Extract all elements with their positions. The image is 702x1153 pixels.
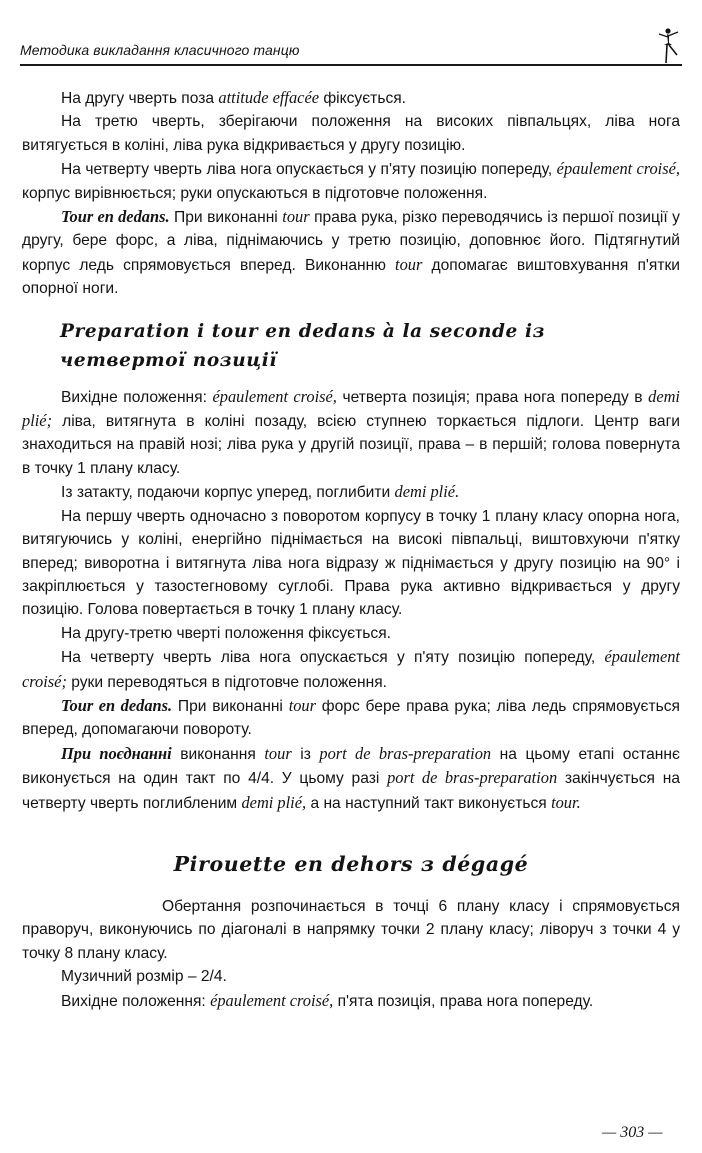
ballerina-icon [652,26,682,64]
paragraph: На другу-третю чверті положення фіксується. [61,624,391,642]
header-title: Методика викладання класичного танцю [20,42,300,58]
page-number: — 303 — [602,1124,663,1141]
paragraph: При поєднанні виконання tour із port de bras-preparation на цьому етапі останнє виконується на один такт по 4/4. У цьому разі port de bras-preparation закінчується на четверту чверть поглибленим demi plié, а на наступний такт виконується tour. [22,743,680,812]
paragraph: Tour en dedans. При виконанні tour права рука, різко переводячись із першої позиції у другу, бере форс, а ліва, піднімаючись у третю позицію, доповнює його. Підтягнутий корпус ледь спрямовується вперед. Виконанню tour допомагає виштовхування п'ятки опорної ноги. [22,207,680,298]
paragraph: На першу чверть одночасно з поворотом корпусу в точку 1 плану класу опорна нога, витягуючись у коліні, енергійно піднімається на високі півпальці, виштовхуючи п'ятку вперед; виворотна і витягнута ліва нога відразу ж піднімається у другу позицію на 90° і закріплюється у тазостегновому суглобі. Права рука активно відкривається у другу позицію. Голова повертається в точку 1 плану класу. [22,507,680,619]
paragraph: Музичний розмір – 2/4. [61,968,227,986]
paragraph: Вихідне положення: épaulement croisé, четверта позиція; права нога попереду в demi plié; ліва, витягнута в коліні позаду, всією ступнею торкається підлоги. Центр ваги знаходиться на правій нозі; ліва рука у другій позиції, права – в першій; голова повернута в точку 1 плану класу. [22,386,680,477]
paragraph: Із затакту, подаючи корпус уперед, поглибити demi plié. [61,482,460,502]
paragraph: На третю чверть, зберігаючи положення на високих півпальцях, ліва нога витягується в коліні, ліва рука відкривається у другу позицію. [22,113,680,154]
paragraph: Вихідне положення: épaulement croisé, п'ята позиція, права нога попереду. [61,990,594,1010]
paragraph: На четверту чверть ліва нога опускається у п'яту позицію попереду, épaulement croisé; руки переводяться в підготовче положення. [22,647,680,691]
section-heading: Pirouette en dehors з dégagé [173,851,529,876]
section-heading-line: Preparation і tour en dedans à la seconde із [60,320,545,342]
paragraph: Обертання розпочинається в точці 6 плану класу і спрямовується праворуч, виконуючись по діагоналі в напрямку точки 2 плану класу; ліворуч з точки 4 у точку 8 плану класу. [22,897,680,962]
section-heading-line: четвертої позиції [60,349,277,371]
paragraph: Tour en dedans. При виконанні tour форс бере права рука; ліва ледь спрямовується вперед, допомагаючи повороту. [22,695,680,739]
header-rule [20,64,682,66]
paragraph: На другу чверть поза attitude effacée фіксується. [61,88,407,107]
running-header [20,32,682,72]
section-heading [22,317,680,375]
page-body [22,86,680,1013]
paragraph: На четверту чверть ліва нога опускається у п'яту позицію попереду, épaulement croisé, корпус вирівнюється; руки опускаються в підготовче положення. [22,159,680,202]
